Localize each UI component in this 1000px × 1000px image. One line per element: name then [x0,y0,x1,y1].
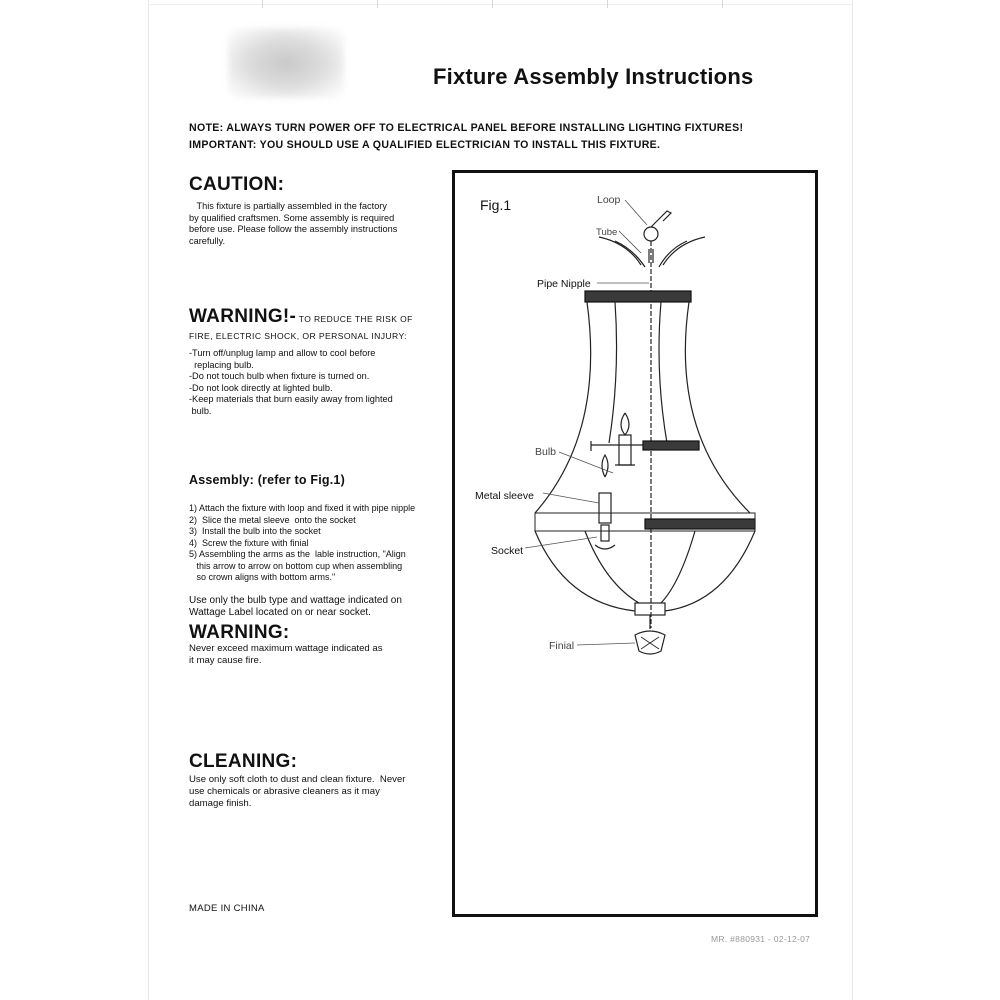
warning-line: -Turn off/unplug lamp and allow to cool before [189,348,376,358]
candle-bulb [615,413,635,465]
cleaning-line: Use only soft cloth to dust and clean fixture. Never [189,774,406,785]
page-tick [607,0,608,8]
page-tick [492,0,493,8]
assembly-step: this arrow to arrow on bottom cup when assembling [189,560,403,571]
loop-label: Loop [597,194,621,206]
warning-line: -Do not touch bulb when fixture is turned on. [189,371,370,382]
made-in-china: MADE IN CHINA [189,903,265,914]
cleaning-line: use chemicals or abrasive cleaners as it may [189,786,380,797]
page-tick [722,0,723,8]
page-tick [377,0,378,8]
warning-subline-text: FIRE, ELECTRIC SHOCK, OR PERSONAL INJURY: [189,331,407,341]
warning-heading-tail: TO REDUCE THE RISK OF [296,314,413,324]
wattage-line: Wattage Label located on or near socket. [189,607,371,618]
electrician-note: IMPORTANT: YOU SHOULD USE A QUALIFIED ELECTRICIAN TO INSTALL THIS FIXTURE. [189,139,661,151]
wattage-warning-line: it may cause fire. [189,655,262,666]
warning-line: -Keep materials that burn easily away from lighted [189,394,393,405]
page-edge-right [852,0,853,1000]
wattage-note [189,595,402,619]
assembly-step: 1) Attach the fixture with loop and fixed it with pipe nipple [189,503,416,513]
fixture-body [535,302,750,513]
assembly-step: so crown aligns with bottom arms." [189,572,336,582]
wattage-warning-line: Never exceed maximum wattage indicated as [189,643,383,654]
assembly-steps [189,503,415,584]
callout-lines [525,200,649,645]
cleaning-line: damage finish. [189,798,252,809]
loop-icon [644,211,671,241]
middle-band [643,441,699,450]
warning-line: replacing bulb. [189,359,254,370]
assembly-step: 2) Slice the metal sleeve onto the socket [189,514,356,525]
page-edge-top [148,4,853,5]
bottom-cup [635,603,665,615]
assembly-step: 4) Screw the fixture with finial [189,537,309,548]
chandelier-diagram [455,173,815,914]
bulb-label: Bulb [535,446,557,458]
assembly-step: 3) Install the bulb into the socket [189,526,321,536]
page-title: Fixture Assembly Instructions [433,64,754,89]
warning-subline [189,331,407,343]
brand-logo-blurred [228,28,344,98]
metal-sleeve [595,455,615,549]
finial-label: Finial [549,640,575,652]
caution-line: This fixture is partially assembled in the factory [189,201,387,211]
figure-label: Fig.1 [480,197,512,213]
wattage-warning-heading: WARNING: [189,622,290,643]
document-code: MR. #880931 - 02-12-07 [711,934,811,944]
caution-line: by qualified craftsmen. Some assembly is required [189,212,395,223]
caution-text [189,201,397,247]
warning-heading-label: WARNING!- [189,306,297,327]
cleaning-text [189,774,406,810]
lower-band [645,519,755,529]
caution-line: carefully. [189,235,226,246]
warning-line: bulb. [189,405,212,416]
caution-heading: CAUTION: [189,174,285,195]
warning-line: -Do not look directly at lighted bulb. [189,382,333,393]
lower-arms [535,531,755,611]
metal-sleeve-label: Metal sleeve [475,490,534,502]
top-band [585,291,691,302]
cleaning-heading: CLEANING: [189,751,298,772]
caution-line: before use. Please follow the assembly instructions [189,224,398,235]
socket-label: Socket [491,545,524,557]
finial-icon [635,615,665,654]
page-tick [262,0,263,8]
assembly-step: 5) Assembling the arms as the lable instruction, "Align [189,549,406,559]
page-edge-left [148,0,149,1000]
warning-heading [189,306,413,328]
wattage-warning-text [189,643,383,667]
pipe-nipple-label: Pipe Nipple [537,278,591,290]
wattage-line: Use only the bulb type and wattage indicated on [189,595,402,606]
warning-list [189,348,393,418]
power-off-note: NOTE: ALWAYS TURN POWER OFF TO ELECTRICAL PANEL BEFORE INSTALLING LIGHTING FIXTURES! [189,122,744,134]
assembly-heading: Assembly: (refer to Fig.1) [189,473,345,487]
tube-label: Tube [596,227,618,238]
figure-frame [452,170,818,917]
